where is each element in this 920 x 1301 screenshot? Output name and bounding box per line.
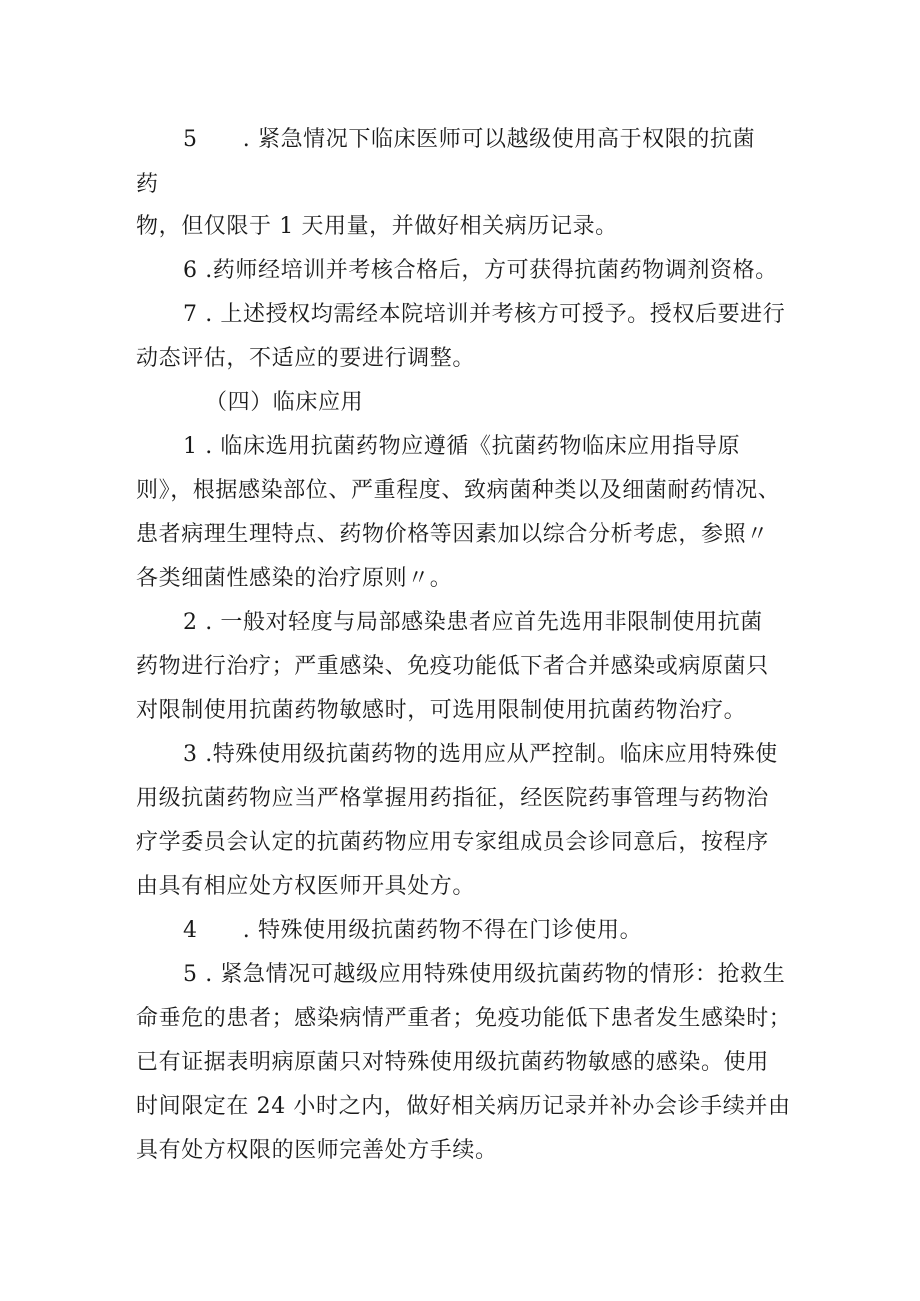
clinical-paragraph-1-line-3: 患者病理生理特点、药物价格等因素加以综合分析考虑，参照〃 (136, 522, 769, 547)
clinical-paragraph-3-line-2: 用级抗菌药物应当严格掌握用药指征，经医院药事管理与药物治 (136, 786, 769, 811)
clinical-paragraph-3-line-1: 3 .特殊使用级抗菌药物的选用应从严控制。临床应用特殊使 (183, 742, 778, 767)
clinical-paragraph-2-line-2: 药物进行治疗；严重感染、免疫功能低下者合并感染或病原菌只 (136, 654, 769, 679)
clinical-paragraph-5-line-1: 5 . 紧急情况可越级应用特殊使用级抗菌药物的情形：抢救生 (183, 962, 786, 987)
clinical-paragraph-1-line-1: 1 . 临床选用抗菌药物应遵循《抗菌药物临床应用指导原 (183, 434, 741, 459)
clinical-paragraph-5-line-5: 具有处方权限的医师完善处方手续。 (136, 1138, 498, 1163)
clinical-paragraph-5-line-3: 已有证据表明病原菌只对特殊使用级抗菌药物敏感的感染。使用 (136, 1050, 769, 1075)
clinical-paragraph-5-line-4: 时间限定在 24 小时之内，做好相关病历记录并补办会诊手续并由 (136, 1094, 791, 1119)
clinical-paragraph-2-line-1: 2 . 一般对轻度与局部感染患者应首先选用非限制使用抗菌 (183, 610, 763, 635)
paragraph-6-line-1: 6 .药师经培训并考核合格后，方可获得抗菌药物调剂资格。 (183, 258, 778, 283)
paragraph-5-line-2: 药 (136, 172, 159, 197)
section-heading: （四）临床应用 (205, 390, 364, 415)
paragraph-5-line-1: 5 . 紧急情况下临床医师可以越级使用高于权限的抗菌 (183, 127, 756, 152)
clinical-paragraph-1-line-2: 则》，根据感染部位、严重程度、致病菌种类以及细菌耐药情况、 (136, 478, 781, 503)
clinical-paragraph-3-line-4: 由具有相应处方权医师开具处方。 (136, 874, 476, 899)
clinical-paragraph-3-line-3: 疗学委员会认定的抗菌药物应用专家组成员会诊同意后，按程序 (136, 830, 769, 855)
paragraph-7-line-2: 动态评估，不适应的要进行调整。 (136, 346, 476, 371)
clinical-paragraph-4-line-1: 4 . 特殊使用级抗菌药物不得在门诊使用。 (183, 918, 643, 943)
clinical-paragraph-1-line-4: 各类细菌性感染的治疗原则〃。 (136, 566, 453, 591)
paragraph-5-line-3: 物，但仅限于 1 天用量，并做好相关病历记录。 (136, 214, 618, 239)
paragraph-7-line-1: 7 . 上述授权均需经本院培训并考核方可授予。授权后要进行 (183, 302, 786, 327)
clinical-paragraph-5-line-2: 命垂危的患者；感染病情严重者；免疫功能低下患者发生感染时； (136, 1006, 792, 1031)
clinical-paragraph-2-line-3: 对限制使用抗菌药物敏感时，可选用限制使用抗菌药物治疗。 (136, 698, 747, 723)
